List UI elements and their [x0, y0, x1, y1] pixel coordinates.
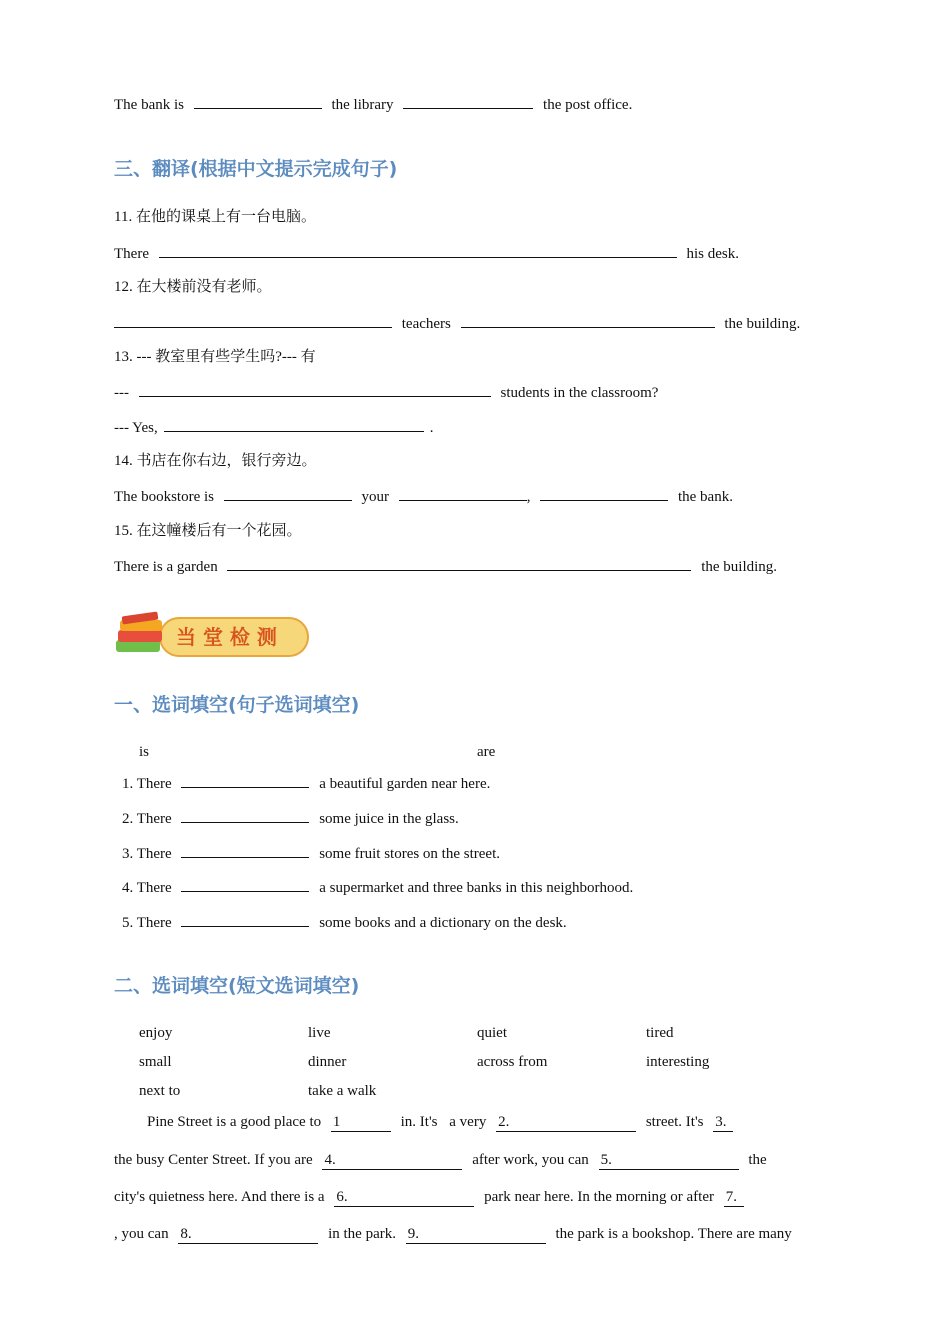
text: There is a garden: [114, 559, 218, 575]
text: street. It's: [645, 1114, 704, 1130]
text: after work, you can: [472, 1152, 589, 1168]
word-option: take a walk: [308, 1083, 377, 1099]
blank-input[interactable]: 5.: [599, 1151, 739, 1170]
word-option: enjoy: [139, 1025, 173, 1041]
text: ---: [114, 385, 129, 401]
blank-input[interactable]: 4.: [322, 1151, 462, 1170]
books-icon: [112, 610, 312, 664]
blank-input[interactable]: [181, 843, 309, 858]
blank-input[interactable]: [139, 382, 491, 397]
q12-chinese: 12. 在大楼前没有老师。: [114, 279, 272, 295]
blank-input[interactable]: [159, 243, 677, 258]
word-option: is: [139, 744, 150, 760]
blank-input[interactable]: [540, 486, 668, 501]
text: Pine Street is a good place to: [147, 1114, 322, 1130]
blank-input[interactable]: [181, 877, 309, 892]
s1-item: [122, 808, 459, 829]
blank-input[interactable]: [181, 808, 309, 823]
q11-chinese: 11. 在他的课桌上有一台电脑。: [114, 209, 316, 225]
s1-item: [122, 773, 490, 794]
banner-text: 当 堂 检 测: [176, 625, 277, 649]
text: park near here. In the morning or after: [484, 1189, 714, 1205]
q15-line: [114, 556, 777, 577]
blank-input[interactable]: 1: [331, 1113, 391, 1132]
text: the building.: [701, 559, 778, 575]
text: teachers: [401, 316, 451, 332]
text: some books and a dictionary on the desk.: [319, 915, 567, 931]
blank-input[interactable]: 9.: [406, 1225, 546, 1244]
passage-line: [114, 1224, 792, 1244]
section3-title: 三、翻译(根据中文提示完成句子): [114, 158, 398, 180]
text: the: [748, 1152, 767, 1168]
blank-input[interactable]: 3.: [713, 1113, 733, 1132]
text: the post office.: [543, 97, 633, 113]
classroom-test-banner: [112, 610, 312, 664]
text: some fruit stores on the street.: [319, 846, 500, 862]
blank-input[interactable]: [181, 773, 309, 788]
text: city's quietness here. And there is a: [114, 1189, 325, 1205]
text: ,: [526, 489, 531, 505]
q12-line: [114, 313, 800, 334]
word-option: small: [139, 1054, 172, 1070]
text: a very: [449, 1114, 487, 1130]
s1-item: [122, 912, 567, 933]
text: 4. There: [122, 880, 172, 896]
text: a supermarket and three banks in this neighborhood.: [319, 880, 634, 896]
word-option: across from: [477, 1054, 548, 1070]
word-option: next to: [139, 1083, 181, 1099]
text: your: [361, 489, 389, 505]
text: the bank.: [677, 489, 733, 505]
q14-chinese: 14. 书店在你右边，银行旁边。: [114, 453, 317, 469]
q13-line2: [114, 417, 434, 438]
text: .: [429, 420, 434, 436]
text: the library: [331, 97, 394, 113]
section2-title: 二、选词填空(短文选词填空): [114, 975, 360, 997]
q13-chinese: 13. --- 教室里有些学生吗?--- 有: [114, 349, 316, 365]
word-option: live: [308, 1025, 331, 1041]
text: --- Yes,: [114, 420, 158, 436]
blank-input[interactable]: [164, 417, 424, 432]
q11-line: [114, 243, 739, 264]
text: 2. There: [122, 811, 172, 827]
word-option: quiet: [477, 1025, 507, 1041]
blank-input[interactable]: [224, 486, 352, 501]
text: The bank is: [114, 97, 184, 113]
text: 3. There: [122, 846, 172, 862]
blank-input[interactable]: [403, 94, 533, 109]
word-option: dinner: [308, 1054, 347, 1070]
word-option: are: [477, 744, 496, 760]
blank-input[interactable]: [461, 313, 715, 328]
q15-chinese: 15. 在这幢楼后有一个花园。: [114, 523, 302, 539]
text: The bookstore is: [114, 489, 214, 505]
bank-line: [114, 94, 632, 115]
q14-line: [114, 486, 733, 507]
text: a beautiful garden near here.: [319, 776, 491, 792]
text: , you can: [114, 1226, 169, 1242]
blank-input[interactable]: [194, 94, 322, 109]
s1-item: [122, 843, 500, 864]
text: 5. There: [122, 915, 172, 931]
text: 1. There: [122, 776, 172, 792]
s1-item: [122, 877, 633, 898]
q13-line1: [114, 382, 658, 403]
text: some juice in the glass.: [319, 811, 459, 827]
text: There: [114, 246, 149, 262]
blank-input[interactable]: 7.: [724, 1188, 744, 1207]
word-option: tired: [646, 1025, 674, 1041]
text: the park is a bookshop. There are many: [555, 1226, 792, 1242]
text: the busy Center Street. If you are: [114, 1152, 313, 1168]
passage-line: [147, 1112, 739, 1132]
text: his desk.: [686, 246, 739, 262]
blank-input[interactable]: 6.: [334, 1188, 474, 1207]
text: the building.: [724, 316, 801, 332]
passage-line: [114, 1187, 750, 1207]
blank-input[interactable]: 2.: [496, 1113, 636, 1132]
blank-input[interactable]: [399, 486, 527, 501]
word-option: interesting: [646, 1054, 710, 1070]
blank-input[interactable]: [181, 912, 309, 927]
blank-input[interactable]: [227, 556, 691, 571]
section1-title: 一、选词填空(句子选词填空): [114, 694, 360, 716]
blank-input[interactable]: 8.: [178, 1225, 318, 1244]
blank-input[interactable]: [114, 313, 392, 328]
text: in the park.: [328, 1226, 396, 1242]
passage-line: [114, 1150, 767, 1170]
text: in. It's: [400, 1114, 438, 1130]
text: students in the classroom?: [500, 385, 659, 401]
